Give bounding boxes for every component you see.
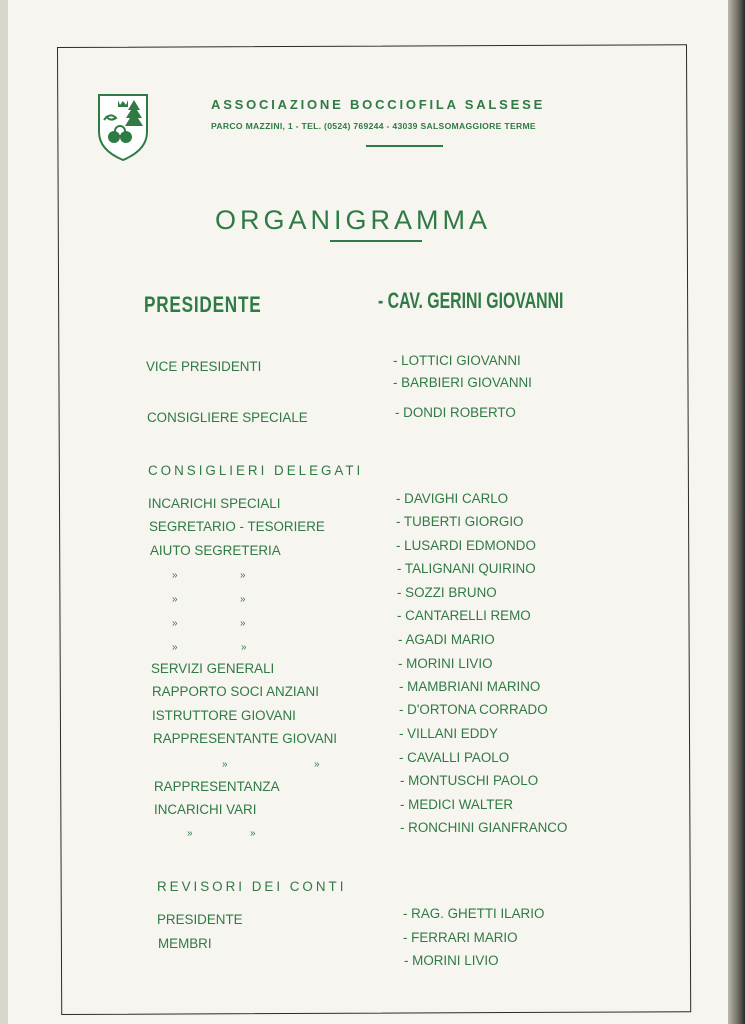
name-delegato: - AGADI MARIO xyxy=(398,632,495,647)
ditto-mark: » xyxy=(241,642,247,653)
name-delegato: - VILLANI EDDY xyxy=(399,726,498,741)
name-delegato: - TUBERTI GIORGIO xyxy=(396,514,524,529)
role-rappresentanza: RAPPRESENTANZA xyxy=(154,779,280,794)
name-delegato: - MORINI LIVIO xyxy=(398,656,493,671)
name-delegato: - SOZZI BRUNO xyxy=(397,585,497,600)
ditto-mark: » xyxy=(172,594,178,605)
ditto-mark: » xyxy=(172,570,178,581)
name-delegato: - RONCHINI GIANFRANCO xyxy=(400,820,568,835)
organization-address: PARCO MAZZINI, 1 - TEL. (0524) 769244 - 43039 SALSOMAGGIORE TERME xyxy=(211,121,536,131)
role-segretario-tesoriere: SEGRETARIO - TESORIERE xyxy=(149,519,325,534)
role-rappresentante-giovani: RAPPRESENTANTE GIOVANI xyxy=(153,731,338,746)
organization-name: ASSOCIAZIONE BOCCIOFILA SALSESE xyxy=(211,97,546,112)
role-istruttore-giovani: ISTRUTTORE GIOVANI xyxy=(152,708,296,723)
role-vice-presidenti: VICE PRESIDENTI xyxy=(146,359,262,374)
ditto-mark: » xyxy=(222,759,228,770)
name-delegato: - LUSARDI EDMONDO xyxy=(396,538,536,553)
role-rapporto-soci-anziani: RAPPORTO SOCI ANZIANI xyxy=(152,684,319,699)
president-name: - CAV. GERINI GIOVANNI xyxy=(378,288,564,313)
crest-logo-icon xyxy=(96,92,150,162)
ditto-mark: » xyxy=(187,828,193,839)
ditto-mark: » xyxy=(314,759,320,770)
ditto-mark: » xyxy=(172,642,178,653)
role-consigliere-speciale: CONSIGLIERE SPECIALE xyxy=(147,410,308,425)
section-heading-delegati: CONSIGLIERI DELEGATI xyxy=(148,463,364,478)
binding-edge xyxy=(728,0,745,1024)
ditto-mark: » xyxy=(240,570,246,581)
president-role: PRESIDENTE xyxy=(144,292,262,317)
name-delegato: - CAVALLI PAOLO xyxy=(399,750,510,765)
name-delegato: - DAVIGHI CARLO xyxy=(396,491,509,506)
ditto-mark: » xyxy=(250,828,256,839)
section-heading-revisori: REVISORI DEI CONTI xyxy=(157,879,347,894)
role-incarichi-vari: INCARICHI VARI xyxy=(154,802,257,817)
ditto-mark: » xyxy=(240,618,246,629)
role-revisori-membri: MEMBRI xyxy=(158,936,212,951)
name-vice-2: - BARBIERI GIOVANNI xyxy=(393,375,532,390)
role-aiuto-segreteria: AIUTO SEGRETERIA xyxy=(150,543,281,558)
role-servizi-generali: SERVIZI GENERALI xyxy=(151,661,275,676)
name-revisore: - RAG. GHETTI ILARIO xyxy=(403,906,545,921)
name-delegato: - MEDICI WALTER xyxy=(400,797,514,812)
name-delegato: - MONTUSCHI PAOLO xyxy=(400,773,539,788)
ditto-mark: » xyxy=(240,594,246,605)
document-title: ORGANIGRAMMA xyxy=(215,205,492,235)
name-vice-1: - LOTTICI GIOVANNI xyxy=(393,353,521,368)
name-revisore: - MORINI LIVIO xyxy=(404,953,499,968)
name-delegato: - MAMBRIANI MARINO xyxy=(399,679,541,694)
name-delegato: - TALIGNANI QUIRINO xyxy=(397,561,536,576)
role-incarichi-speciali: INCARICHI SPECIALI xyxy=(148,496,281,511)
name-delegato: - CANTARELLI REMO xyxy=(397,608,531,623)
title-underline xyxy=(330,240,422,242)
ditto-mark: » xyxy=(172,618,178,629)
role-revisori-presidente: PRESIDENTE xyxy=(157,912,243,927)
header-divider xyxy=(366,145,443,147)
name-consigliere-speciale: - DONDI ROBERTO xyxy=(395,405,516,420)
name-delegato: - D'ORTONA CORRADO xyxy=(399,702,548,717)
name-revisore: - FERRARI MARIO xyxy=(403,930,518,945)
